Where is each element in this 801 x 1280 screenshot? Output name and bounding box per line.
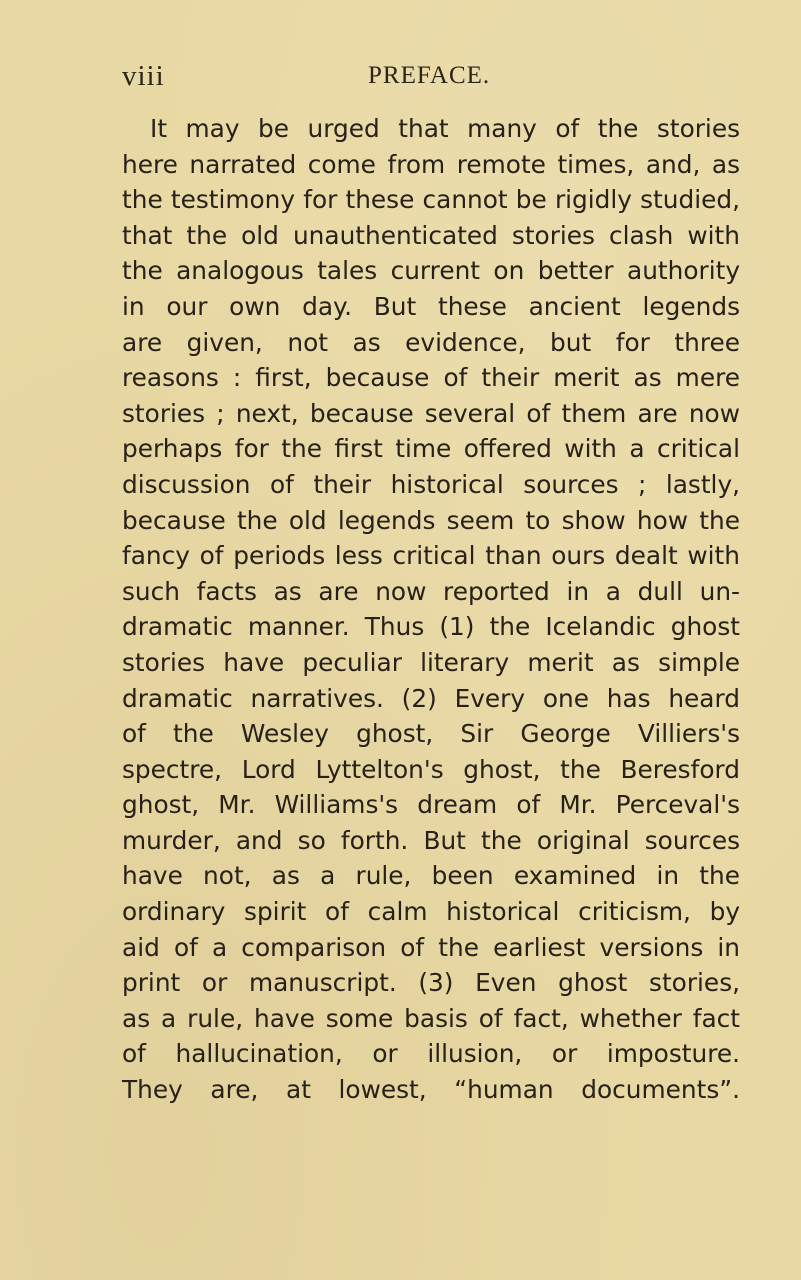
text-line: fancy of periods less critical than ours dealt with	[122, 541, 740, 571]
text-line: They are, at lowest, “human documents”.	[122, 1075, 740, 1105]
text-line: the analogous tales current on better authority	[122, 256, 740, 286]
running-head	[122, 60, 682, 94]
text-line: print or manuscript. (3) Even ghost stories,	[122, 968, 740, 998]
text-line: the testimony for these cannot be rigidly studied,	[122, 185, 740, 215]
text-line: because the old legends seem to show how the	[122, 505, 740, 535]
text-line: aid of a comparison of the earliest versions in	[122, 932, 740, 962]
text-line: reasons : first, because of their merit as mere	[122, 363, 740, 393]
running-title: PREFACE.	[368, 62, 491, 89]
text-line: such facts as are now reported in a dull un-	[122, 576, 740, 606]
text-line: It may be urged that many of the stories	[150, 114, 740, 143]
text-line: that the old unauthenticated stories clash with	[122, 220, 740, 250]
text-line: stories have peculiar literary merit as simple	[122, 647, 740, 677]
text-line: are given, not as evidence, but for three	[122, 327, 740, 357]
text-line: ordinary spirit of calm historical criticism, by	[122, 897, 740, 927]
text-line: dramatic narratives. (2) Every one has heard	[122, 683, 740, 713]
text-line: of hallucination, or illusion, or imposture.	[122, 1039, 740, 1069]
text-line: ghost, Mr. Williams's dream of Mr. Perceval's	[122, 790, 740, 820]
text-line: here narrated come from remote times, and, as	[122, 149, 740, 179]
text-line: have not, as a rule, been examined in the	[122, 861, 740, 891]
text-line: as a rule, have some basis of fact, whether fact	[122, 1003, 740, 1033]
text-line: stories ; next, because several of them are now	[122, 398, 740, 428]
text-line: in our own day. But these ancient legends	[122, 291, 740, 321]
text-line: murder, and so forth. But the original sources	[122, 825, 740, 855]
text-line: discussion of their historical sources ; lastly,	[122, 469, 740, 499]
text-line: perhaps for the first time offered with a critical	[122, 434, 740, 464]
page-number: viii	[122, 60, 165, 92]
text-line: dramatic manner. Thus (1) the Icelandic ghost	[122, 612, 740, 642]
text-line: of the Wesley ghost, Sir George Villiers's	[122, 719, 740, 749]
preface-paragraph	[122, 111, 740, 1108]
text-line: spectre, Lord Lyttelton's ghost, the Beresford	[122, 754, 740, 784]
